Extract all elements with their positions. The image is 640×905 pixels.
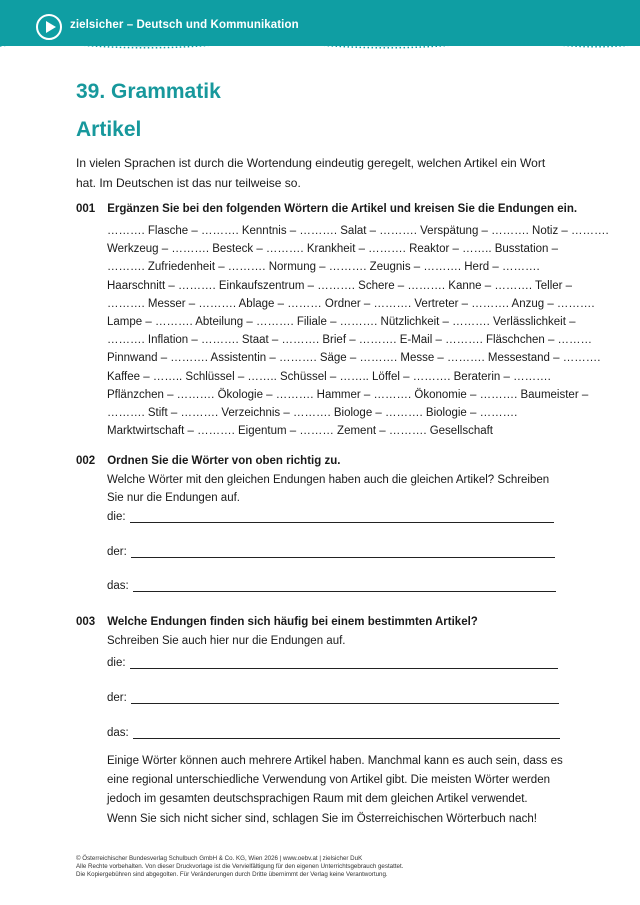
word-line: ………. Flasche – ………. Kenntnis – ………. Salat – ………. Verspätung – ………. Notiz – ……….	[107, 225, 609, 237]
answer-row-das[interactable]	[107, 727, 560, 739]
word-line: ………. Messer – ………. Ablage – ……… Ordner – ………. Vertreter – ………. Anzug – ……….	[107, 297, 595, 310]
task-number: 003	[76, 616, 96, 628]
article-label: das:	[107, 580, 129, 592]
footer-line: © Österreichischer Bundesverlag Schulbuch GmbH & Co. KG, Wien 2026 | www.oebv.at | zielsicher DuK	[76, 855, 363, 862]
closing-text	[107, 752, 577, 829]
word-line: ………. Zufriedenheit – ………. Normung – ………. Zeugnis – ………. Herd – ……….	[107, 261, 540, 274]
task-2-text: Welche Wörter mit den gleichen Endungen haben auch die gleichen Artikel? Schreiben Sie nur die Endungen auf.	[107, 474, 550, 504]
answer-line[interactable]	[130, 657, 558, 669]
task-number: 001	[76, 203, 96, 215]
article-label: die:	[107, 511, 126, 523]
word-line: Pflänzchen – ………. Ökologie – ………. Hammer – ………. Ökonomie – ………. Baumeister –	[107, 388, 589, 401]
brand-title: zielsicher – Deutsch und Kommunikation	[70, 19, 299, 31]
word-line: Pinnwand – ………. Assistentin – ………. Säge – ………. Messe – ………. Messestand – ……….	[107, 352, 601, 365]
article-label: die:	[107, 657, 126, 669]
answer-row-die[interactable]	[107, 511, 554, 523]
task-instruction: Ordnen Sie die Wörter von oben richtig zu.	[107, 455, 341, 467]
task-2-heading	[76, 455, 340, 467]
footer-line: Alle Rechte vorbehalten. Von dieser Druckvorlage ist die Vervielfältigung für den eigenen Unterrichtsgebrauch gestattet.	[76, 863, 404, 870]
answer-row-der[interactable]	[107, 546, 555, 558]
task-instruction: Welche Endungen finden sich häufig bei einem bestimmten Artikel?	[107, 616, 478, 628]
answer-row-das[interactable]	[107, 580, 556, 592]
intro-text: In vielen Sprachen ist durch die Wortendung eindeutig geregelt, welchen Artikel ein Wort hat. Im Deutschen ist das nur teilweise so.	[76, 156, 546, 190]
task-3-text: Schreiben Sie auch hier nur die Endungen auf.	[107, 635, 346, 647]
page-subtitle: Artikel	[76, 118, 142, 141]
article-label: das:	[107, 727, 129, 739]
task-3-heading	[76, 616, 478, 628]
answer-line[interactable]	[131, 546, 555, 558]
task-instruction: Ergänzen Sie bei den folgenden Wörtern die Artikel und kreisen Sie die Endungen ein.	[107, 203, 578, 215]
task-1-heading	[76, 203, 577, 215]
word-list	[107, 222, 609, 440]
task-number: 002	[76, 455, 96, 467]
page-title: 39. Grammatik	[76, 80, 221, 103]
answer-line[interactable]	[133, 727, 560, 739]
answer-line[interactable]	[131, 692, 559, 704]
article-label: der:	[107, 692, 127, 704]
answer-line[interactable]	[133, 580, 556, 592]
header-wave	[0, 36, 640, 50]
closing-hint: Wenn Sie sich nicht sicher sind, schlagen Sie im Österreichischen Wörterbuch nach!	[107, 812, 537, 825]
article-label: der:	[107, 546, 127, 558]
play-logo-icon	[36, 14, 62, 40]
footer-line: Die Kopiergebühren sind abgegolten. Für Veränderungen durch Dritte übernimmt der Verlag keine Verantwortung.	[76, 871, 388, 878]
footer-copyright	[76, 855, 403, 879]
word-line: ………. Inflation – ………. Staat – ………. Brief – ………. E-Mail – ………. Fläschchen – ………	[107, 334, 593, 347]
word-line: Marktwirtschaft – ………. Eigentum – ……… Zement – ………. Gesellschaft	[107, 425, 493, 438]
answer-line[interactable]	[130, 511, 554, 523]
word-line: Kaffee – …….. Schlüssel – …….. Schüssel – …….. Löffel – ………. Beraterin – ……….	[107, 370, 551, 383]
word-line: ………. Stift – ………. Verzeichnis – ………. Biologe – ………. Biologie – ……….	[107, 407, 518, 420]
answer-row-der[interactable]	[107, 692, 559, 704]
closing-paragraph: Einige Wörter können auch mehrere Artikel haben. Manchmal kann es auch sein, dass es eine regional unterschiedliche Verwendung von Artikel gibt. Die meisten Wörter werden jedoch im gesamten deutschsprachigen Raum mit dem gleichen Artikel verwendet.	[107, 755, 563, 806]
answer-row-die[interactable]	[107, 657, 558, 669]
word-line: Haarschnitt – ………. Einkaufszentrum – ………. Schere – ………. Kanne – ………. Teller –	[107, 279, 573, 292]
word-line: Lampe – ………. Abteilung – ………. Filiale – ………. Nützlichkeit – ………. Verlässlichkeit –	[107, 316, 576, 329]
word-line: Werkzeug – ………. Besteck – ………. Krankheit – ………. Reaktor – …….. Busstation –	[107, 243, 559, 256]
